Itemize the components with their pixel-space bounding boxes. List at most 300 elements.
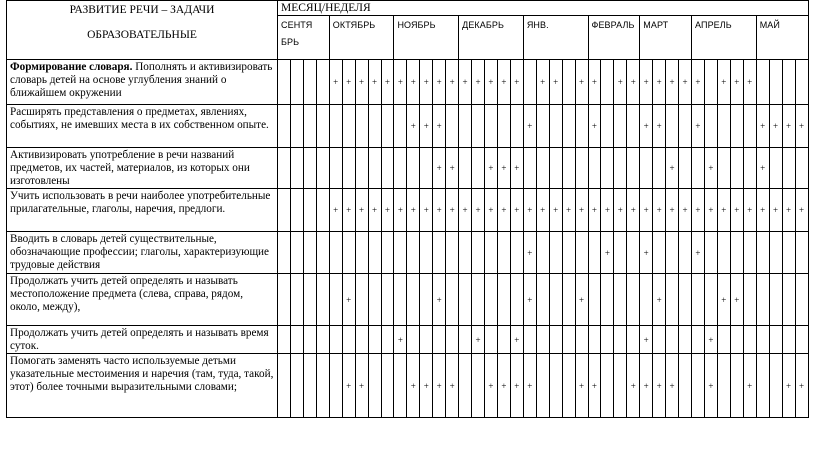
week-mark: + <box>653 189 666 232</box>
week-mark: + <box>342 189 355 232</box>
week-mark: + <box>549 60 562 105</box>
week-cell <box>549 148 562 189</box>
week-mark: + <box>614 60 627 105</box>
week-mark: + <box>433 189 446 232</box>
week-mark: + <box>704 354 717 418</box>
month-header: ОКТЯБРЬ <box>329 16 394 60</box>
week-mark: + <box>497 60 510 105</box>
week-cell <box>497 105 510 148</box>
week-cell <box>459 148 472 189</box>
week-mark: + <box>420 189 433 232</box>
week-mark: + <box>795 354 808 418</box>
week-mark: + <box>329 60 342 105</box>
week-mark: + <box>394 60 407 105</box>
week-cell <box>717 232 730 274</box>
week-cell <box>730 105 743 148</box>
week-mark: + <box>472 189 485 232</box>
week-cell <box>614 105 627 148</box>
week-cell <box>704 232 717 274</box>
task-description <box>7 189 278 232</box>
week-cell <box>769 148 782 189</box>
week-cell <box>433 326 446 354</box>
tasks-title-cell <box>7 1 278 60</box>
week-mark: + <box>679 60 692 105</box>
week-cell <box>756 326 769 354</box>
week-cell <box>381 326 394 354</box>
week-mark: + <box>523 189 536 232</box>
week-cell <box>472 274 485 326</box>
week-cell <box>368 232 381 274</box>
task-description <box>7 354 278 418</box>
week-mark: + <box>420 354 433 418</box>
week-mark: + <box>627 354 640 418</box>
week-cell <box>472 148 485 189</box>
week-cell <box>278 60 291 105</box>
week-cell <box>472 232 485 274</box>
week-cell <box>627 232 640 274</box>
week-cell <box>485 105 498 148</box>
week-cell <box>329 274 342 326</box>
week-cell <box>407 148 420 189</box>
week-cell <box>381 105 394 148</box>
week-cell <box>536 105 549 148</box>
week-mark: + <box>368 60 381 105</box>
week-cell <box>627 105 640 148</box>
week-mark: + <box>743 354 756 418</box>
week-mark: + <box>394 326 407 354</box>
week-cell <box>290 148 303 189</box>
week-cell <box>355 148 368 189</box>
week-cell <box>679 274 692 326</box>
week-cell <box>290 105 303 148</box>
week-mark: + <box>640 232 653 274</box>
week-cell <box>303 354 316 418</box>
week-cell <box>679 148 692 189</box>
task-row <box>7 274 809 326</box>
week-cell <box>316 326 329 354</box>
month-header: МАЙ <box>756 16 808 60</box>
week-cell <box>756 354 769 418</box>
week-cell <box>316 148 329 189</box>
week-cell <box>329 148 342 189</box>
week-cell <box>303 326 316 354</box>
week-cell <box>795 232 808 274</box>
week-cell <box>290 326 303 354</box>
week-cell <box>795 60 808 105</box>
week-mark: + <box>536 189 549 232</box>
week-cell <box>472 354 485 418</box>
week-cell <box>523 60 536 105</box>
week-mark: + <box>575 274 588 326</box>
month-header: СЕНТЯ БРЬ <box>278 16 330 60</box>
week-mark: + <box>782 354 795 418</box>
week-cell <box>730 148 743 189</box>
week-cell <box>627 274 640 326</box>
week-mark: + <box>692 105 705 148</box>
week-cell <box>381 274 394 326</box>
week-mark: + <box>769 189 782 232</box>
week-cell <box>562 105 575 148</box>
week-cell <box>601 105 614 148</box>
task-row <box>7 326 809 354</box>
week-cell <box>679 326 692 354</box>
week-cell <box>316 354 329 418</box>
week-mark: + <box>730 274 743 326</box>
week-cell <box>588 148 601 189</box>
task-description <box>7 232 278 274</box>
week-cell <box>368 105 381 148</box>
week-mark: + <box>653 60 666 105</box>
week-cell <box>290 60 303 105</box>
week-cell <box>601 326 614 354</box>
week-cell <box>303 274 316 326</box>
week-cell <box>743 105 756 148</box>
week-mark: + <box>756 148 769 189</box>
header-row-top <box>7 1 809 16</box>
month-header: НОЯБРЬ <box>394 16 459 60</box>
week-cell <box>769 232 782 274</box>
week-mark: + <box>472 60 485 105</box>
week-mark: + <box>743 189 756 232</box>
week-cell <box>290 189 303 232</box>
task-row <box>7 189 809 232</box>
week-cell <box>717 105 730 148</box>
week-cell <box>653 232 666 274</box>
week-cell <box>769 60 782 105</box>
week-cell <box>717 354 730 418</box>
week-cell <box>795 326 808 354</box>
week-cell <box>329 326 342 354</box>
week-cell <box>536 354 549 418</box>
week-cell <box>614 354 627 418</box>
week-mark: + <box>523 354 536 418</box>
week-cell <box>601 60 614 105</box>
task-text: Пополнять и активизировать словарь детей на основе углубления знаний о ближайшем окружении <box>10 61 273 99</box>
week-cell <box>704 105 717 148</box>
week-cell <box>342 232 355 274</box>
week-cell <box>769 326 782 354</box>
week-cell <box>290 274 303 326</box>
week-cell <box>368 354 381 418</box>
week-mark: + <box>523 274 536 326</box>
week-cell <box>614 148 627 189</box>
week-cell <box>756 274 769 326</box>
week-cell <box>316 232 329 274</box>
week-cell <box>704 274 717 326</box>
week-cell <box>601 354 614 418</box>
week-cell <box>394 148 407 189</box>
week-cell <box>562 232 575 274</box>
week-mark: + <box>433 60 446 105</box>
month-week-heading: МЕСЯЦ/НЕДЕЛЯ <box>278 1 809 16</box>
week-cell <box>459 232 472 274</box>
week-cell <box>303 105 316 148</box>
week-cell <box>316 189 329 232</box>
month-header: ЯНВ. <box>523 16 588 60</box>
week-mark: + <box>485 60 498 105</box>
week-mark: + <box>497 148 510 189</box>
task-text: Помогать заменять часто используемые детьми указательные местоимения и наречия (там, туда, такой, этот) более точными выразительными словами; <box>10 355 274 393</box>
week-cell <box>394 105 407 148</box>
week-cell <box>510 274 523 326</box>
week-cell <box>562 274 575 326</box>
task-description <box>7 105 278 148</box>
week-mark: + <box>730 60 743 105</box>
week-cell <box>278 354 291 418</box>
week-cell <box>562 326 575 354</box>
week-mark: + <box>459 60 472 105</box>
month-header: ДЕКАБРЬ <box>459 16 524 60</box>
week-cell <box>717 326 730 354</box>
week-cell <box>446 105 459 148</box>
week-mark: + <box>433 354 446 418</box>
week-cell <box>523 148 536 189</box>
week-cell <box>588 274 601 326</box>
week-cell <box>575 148 588 189</box>
week-cell <box>601 274 614 326</box>
week-mark: + <box>394 189 407 232</box>
week-cell <box>510 232 523 274</box>
week-mark: + <box>666 148 679 189</box>
week-cell <box>459 354 472 418</box>
week-cell <box>472 105 485 148</box>
week-cell <box>666 105 679 148</box>
week-cell <box>679 105 692 148</box>
week-cell <box>446 232 459 274</box>
week-cell <box>653 326 666 354</box>
week-mark: + <box>355 60 368 105</box>
week-cell <box>342 105 355 148</box>
task-text: Продолжать учить детей определять и называть время суток. <box>10 327 269 352</box>
week-mark: + <box>381 189 394 232</box>
week-mark: + <box>433 148 446 189</box>
week-cell <box>549 232 562 274</box>
task-description <box>7 60 278 105</box>
week-cell <box>278 105 291 148</box>
week-cell <box>407 326 420 354</box>
week-cell <box>782 60 795 105</box>
week-cell <box>303 232 316 274</box>
week-cell <box>497 326 510 354</box>
week-mark: + <box>717 189 730 232</box>
week-cell <box>562 354 575 418</box>
week-mark: + <box>420 60 433 105</box>
week-cell <box>536 274 549 326</box>
week-cell <box>627 148 640 189</box>
week-cell <box>549 326 562 354</box>
week-cell <box>278 274 291 326</box>
week-cell <box>368 326 381 354</box>
week-mark: + <box>666 189 679 232</box>
task-row <box>7 232 809 274</box>
week-cell <box>316 274 329 326</box>
week-cell <box>743 232 756 274</box>
week-cell <box>588 326 601 354</box>
week-mark: + <box>717 60 730 105</box>
week-cell <box>769 354 782 418</box>
week-cell <box>368 148 381 189</box>
week-mark: + <box>666 354 679 418</box>
week-mark: + <box>368 189 381 232</box>
week-cell <box>536 232 549 274</box>
week-cell <box>394 354 407 418</box>
week-cell <box>381 148 394 189</box>
week-mark: + <box>704 326 717 354</box>
task-row <box>7 60 809 105</box>
week-mark: + <box>795 105 808 148</box>
week-cell <box>782 274 795 326</box>
week-mark: + <box>730 189 743 232</box>
week-mark: + <box>692 60 705 105</box>
week-cell <box>420 274 433 326</box>
month-header: ФЕВРАЛЬ <box>588 16 640 60</box>
week-cell <box>679 232 692 274</box>
week-cell <box>485 232 498 274</box>
week-cell <box>278 148 291 189</box>
week-cell <box>782 148 795 189</box>
week-cell <box>549 354 562 418</box>
week-cell <box>420 148 433 189</box>
week-cell <box>459 274 472 326</box>
week-cell <box>743 326 756 354</box>
week-mark: + <box>562 189 575 232</box>
week-mark: + <box>588 189 601 232</box>
week-mark: + <box>756 105 769 148</box>
week-cell <box>614 326 627 354</box>
week-cell <box>497 274 510 326</box>
week-cell <box>497 232 510 274</box>
week-cell <box>692 274 705 326</box>
task-heading: Формирование словаря. <box>10 61 133 73</box>
week-cell <box>743 274 756 326</box>
task-row <box>7 148 809 189</box>
week-cell <box>769 274 782 326</box>
week-cell <box>420 232 433 274</box>
week-cell <box>446 326 459 354</box>
week-cell <box>329 232 342 274</box>
week-cell <box>562 60 575 105</box>
week-cell <box>420 326 433 354</box>
week-cell <box>446 274 459 326</box>
week-cell <box>278 232 291 274</box>
week-mark: + <box>549 189 562 232</box>
week-mark: + <box>523 232 536 274</box>
week-cell <box>666 274 679 326</box>
lesson-plan-page <box>6 0 808 418</box>
week-mark: + <box>472 326 485 354</box>
week-cell <box>316 105 329 148</box>
week-mark: + <box>433 274 446 326</box>
week-mark: + <box>653 105 666 148</box>
week-mark: + <box>795 189 808 232</box>
week-cell <box>355 326 368 354</box>
week-mark: + <box>407 105 420 148</box>
week-mark: + <box>640 60 653 105</box>
week-mark: + <box>704 189 717 232</box>
week-mark: + <box>485 189 498 232</box>
week-mark: + <box>485 148 498 189</box>
week-mark: + <box>459 189 472 232</box>
week-mark: + <box>601 189 614 232</box>
week-mark: + <box>407 60 420 105</box>
week-mark: + <box>523 105 536 148</box>
week-cell <box>730 232 743 274</box>
week-mark: + <box>640 326 653 354</box>
week-cell <box>407 232 420 274</box>
week-mark: + <box>446 189 459 232</box>
week-mark: + <box>640 354 653 418</box>
week-mark: + <box>497 189 510 232</box>
week-mark: + <box>743 60 756 105</box>
week-cell <box>562 148 575 189</box>
week-cell <box>459 326 472 354</box>
month-header: АПРЕЛЬ <box>692 16 757 60</box>
week-mark: + <box>510 354 523 418</box>
week-mark: + <box>653 354 666 418</box>
week-mark: + <box>704 148 717 189</box>
week-cell <box>549 274 562 326</box>
task-text: Учить использовать в речи наиболее употребительные прилагательные, глаголы, наречия, предлоги. <box>10 190 271 215</box>
week-cell <box>575 326 588 354</box>
week-mark: + <box>497 354 510 418</box>
week-mark: + <box>510 189 523 232</box>
week-cell <box>485 274 498 326</box>
week-mark: + <box>329 189 342 232</box>
week-mark: + <box>407 354 420 418</box>
week-mark: + <box>717 274 730 326</box>
week-cell <box>640 148 653 189</box>
task-row <box>7 105 809 148</box>
week-cell <box>342 326 355 354</box>
week-cell <box>614 232 627 274</box>
week-cell <box>329 105 342 148</box>
week-cell <box>743 148 756 189</box>
week-cell <box>730 326 743 354</box>
week-cell <box>381 354 394 418</box>
task-text: Продолжать учить детей определять и называть местоположение предмета (слева, справа, рядом, около, между), <box>10 275 243 313</box>
tasks-title-line1: РАЗВИТИЕ РЕЧИ – ЗАДАЧИ <box>69 4 215 16</box>
week-cell <box>355 232 368 274</box>
week-cell <box>692 354 705 418</box>
week-mark: + <box>510 326 523 354</box>
week-cell <box>381 232 394 274</box>
week-cell <box>782 326 795 354</box>
week-cell <box>666 326 679 354</box>
week-mark: + <box>355 189 368 232</box>
week-cell <box>588 232 601 274</box>
month-header: МАРТ <box>640 16 692 60</box>
task-text: Активизировать употребление в речи названий предметов, их частей, материалов, из которых они изготовлены <box>10 149 250 187</box>
week-mark: + <box>692 232 705 274</box>
week-cell <box>627 326 640 354</box>
week-cell <box>433 232 446 274</box>
week-mark: + <box>679 189 692 232</box>
week-cell <box>278 189 291 232</box>
tasks-title-line2: ОБРАЗОВАТЕЛЬНЫЕ <box>87 29 197 41</box>
week-cell <box>303 148 316 189</box>
week-mark: + <box>407 189 420 232</box>
week-cell <box>316 60 329 105</box>
task-text: Расширять представления о предметах, явлениях, событиях, не имевших места в их собственном опыте. <box>10 106 269 131</box>
week-mark: + <box>666 60 679 105</box>
week-cell <box>601 148 614 189</box>
week-cell <box>485 326 498 354</box>
week-mark: + <box>342 354 355 418</box>
week-cell <box>692 148 705 189</box>
week-mark: + <box>420 105 433 148</box>
week-mark: + <box>510 60 523 105</box>
week-cell <box>342 148 355 189</box>
